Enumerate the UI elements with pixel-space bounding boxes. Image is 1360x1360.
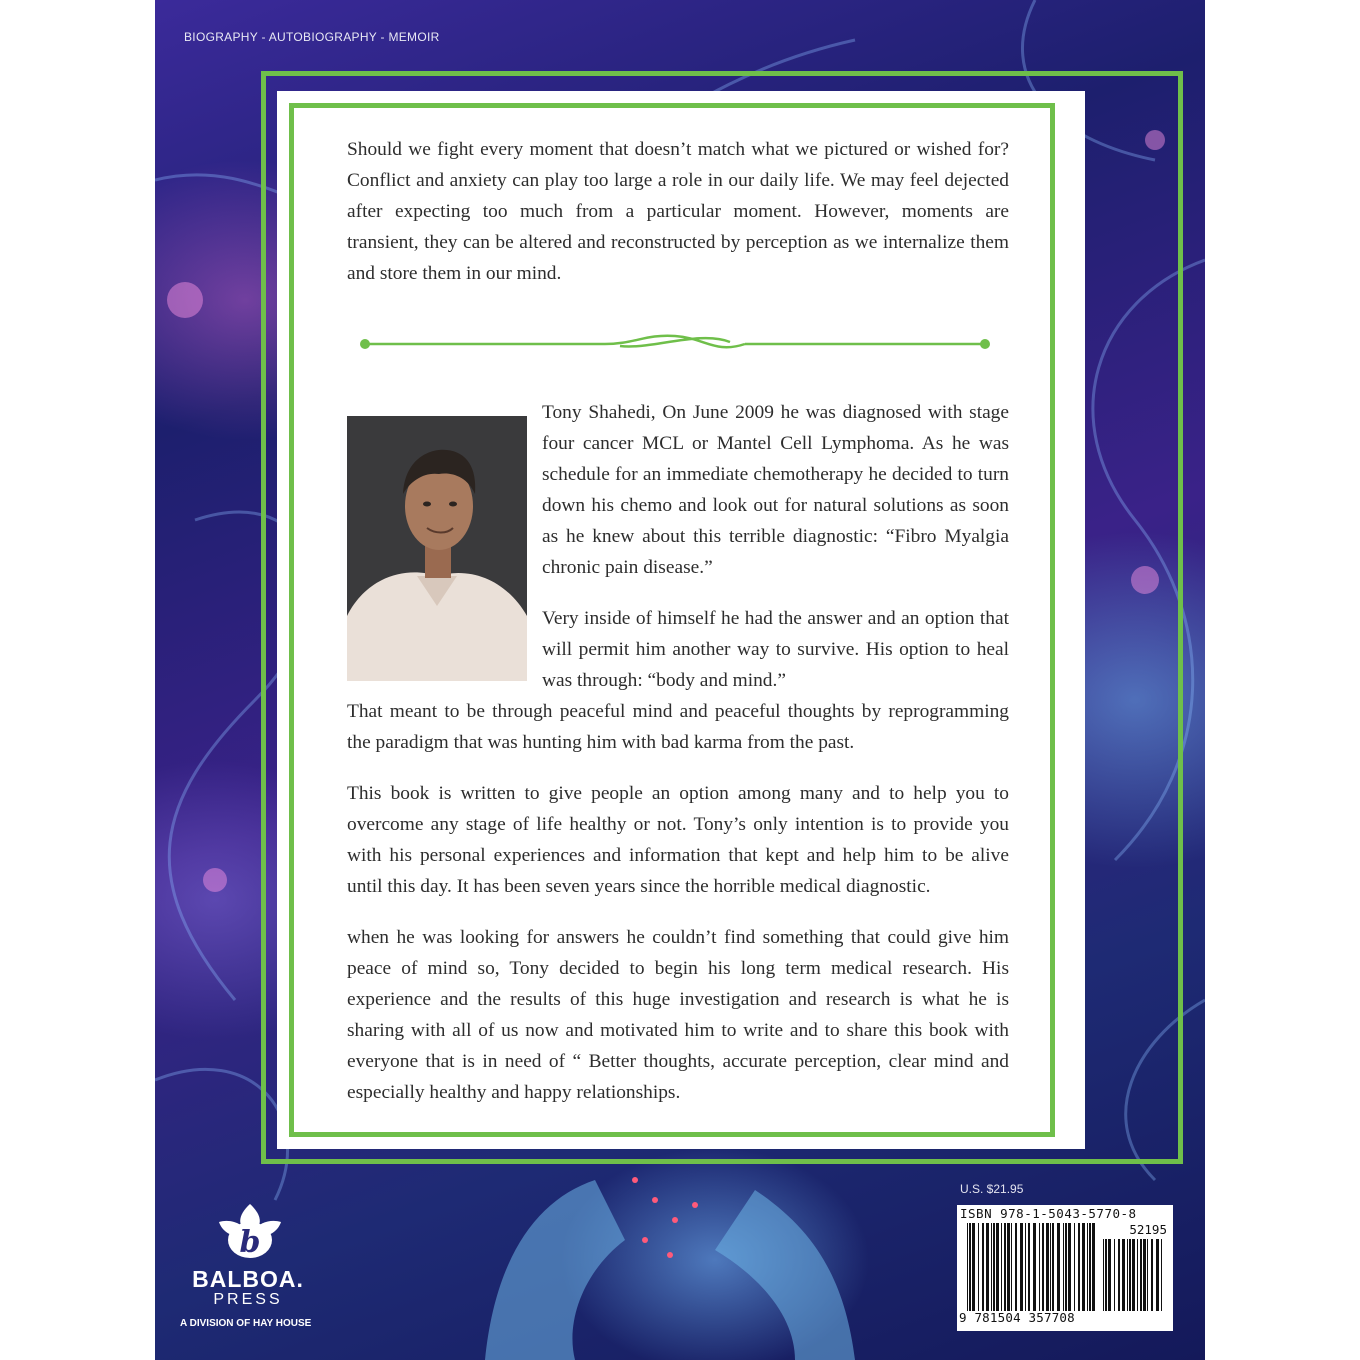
purpose-paragraph: This book is written to give people an option among many and to help you to overcome any stage of life healthy or not. Tony’s only intention is to provide you with his personal experiences and information that kept and help him to be alive until this day. It has been seven years since the horrible medical diagnostic. xyxy=(347,783,1009,897)
barcode-bar xyxy=(1028,1223,1030,1311)
barcode-bar xyxy=(1105,1239,1107,1311)
barcode-bar xyxy=(978,1223,979,1311)
barcode-bar xyxy=(1132,1239,1135,1311)
barcode-bar xyxy=(972,1223,975,1311)
barcode-bar xyxy=(1137,1239,1138,1311)
barcode-bar xyxy=(982,1223,984,1311)
barcode-bar xyxy=(1078,1223,1080,1311)
barcode-bars xyxy=(967,1223,1097,1311)
barcode-bar xyxy=(991,1223,992,1311)
barcode-bar xyxy=(1114,1239,1115,1311)
barcode-bar xyxy=(1103,1239,1104,1311)
barcode-bar xyxy=(1011,1223,1012,1311)
barcode-bar xyxy=(1092,1223,1095,1311)
barcode-bar xyxy=(993,1223,995,1311)
barcode-bar xyxy=(1129,1239,1131,1311)
ean-digits: 9 781504 357708 xyxy=(959,1310,1075,1325)
synapse-glow xyxy=(485,1177,855,1360)
isbn-barcode xyxy=(957,1205,1173,1331)
lotus-icon xyxy=(215,1200,285,1262)
barcode-bar xyxy=(1007,1223,1010,1311)
barcode-bar xyxy=(1050,1223,1051,1311)
book-category: BIOGRAPHY - AUTOBIOGRAPHY - MEMOIR xyxy=(184,30,440,44)
barcode-bar xyxy=(1033,1223,1036,1311)
barcode-bar xyxy=(1015,1223,1017,1311)
barcode-bar xyxy=(986,1223,989,1311)
barcode-bar xyxy=(1122,1239,1125,1311)
barcode-bar xyxy=(1057,1223,1060,1311)
price-code: 52195 xyxy=(1129,1222,1167,1237)
back-cover xyxy=(155,0,1205,1360)
publisher-division: A DIVISION OF HAY HOUSE xyxy=(180,1318,312,1329)
barcode-bar xyxy=(1046,1223,1049,1311)
barcode-bar xyxy=(1108,1239,1111,1311)
barcode-bar xyxy=(1156,1239,1159,1311)
barcode-bar xyxy=(1068,1223,1071,1311)
barcode-bar xyxy=(1147,1239,1148,1311)
price-label: U.S. $21.95 xyxy=(960,1182,1024,1196)
barcode-bar xyxy=(1042,1223,1044,1311)
barcode-bar xyxy=(1020,1223,1023,1311)
barcode-bar xyxy=(1082,1223,1085,1311)
publisher-imprint: PRESS xyxy=(213,1291,283,1308)
barcode-bar xyxy=(969,1223,971,1311)
intro-paragraph: Should we fight every moment that doesn’t match what we pictured or wished for? Conflict and anxiety can play too large a role in our daily life. We may feel dejected after expecting too much from a particular moment. However, moments are transient, they can be altered and reconstructed by perception as we internalize them and store them in our mind. xyxy=(347,139,1009,284)
barcode-bar xyxy=(1039,1223,1040,1311)
barcode-bar xyxy=(1001,1223,1002,1311)
isbn-number: ISBN 978-1-5043-5770-8 xyxy=(960,1206,1137,1221)
barcode-bar xyxy=(1161,1239,1162,1311)
barcode-bar xyxy=(1004,1223,1006,1311)
price-barcode-bars xyxy=(1103,1239,1165,1311)
barcode-bar xyxy=(1089,1223,1091,1311)
barcode-bar xyxy=(1052,1223,1054,1311)
barcode-bar xyxy=(996,1223,999,1311)
publisher-name: BALBOA. xyxy=(192,1266,304,1292)
divider-ornament xyxy=(355,330,995,358)
bio-paragraph-2-end: That meant to be through peaceful mind and peaceful thoughts by reprogramming the paradigm that was hunting him with bad karma from the past. xyxy=(347,701,1009,753)
author-photo xyxy=(347,416,527,681)
barcode-bar xyxy=(1074,1223,1075,1311)
bio-paragraph: Tony Shahedi, On June 2009 he was diagnosed with stage four cancer MCL or Mantel Cell Lymphoma. As he was schedule for an immediate chemotherapy he decided to turn down his chemo and look out for natural solutions as soon as he knew about this terrible diagnostic: “Fibro Myalgia chronic pain disease.” xyxy=(542,402,1009,578)
barcode-bar xyxy=(1143,1239,1146,1311)
barcode-bar xyxy=(1127,1239,1128,1311)
bio-paragraph-2-start: Very inside of himself he had the answer and an option that will permit him another way to survive. His option to heal was through: “body and mind.” xyxy=(542,608,1009,691)
barcode-bar xyxy=(1063,1223,1064,1311)
barcode-bar xyxy=(1140,1239,1142,1311)
publisher-logo xyxy=(180,1200,320,1335)
research-paragraph: when he was looking for answers he couldn’t find something that could give him peace of mind so, Tony decided to begin his long term medical research. His experience and the results of this huge investigation and research is what he is sharing with all of us now and motivated him to write and to share this book with everyone that is in need of “ Better thoughts, accurate perception, clear mind and especially healthy and happy relationships. xyxy=(347,927,1009,1103)
barcode-bar xyxy=(1065,1223,1067,1311)
barcode-bar xyxy=(1118,1239,1120,1311)
barcode-bar xyxy=(967,1223,968,1311)
logo-letter: b xyxy=(239,1225,261,1260)
barcode-bar xyxy=(1087,1223,1088,1311)
barcode-bar xyxy=(1151,1239,1153,1311)
barcode-bar xyxy=(1025,1223,1026,1311)
